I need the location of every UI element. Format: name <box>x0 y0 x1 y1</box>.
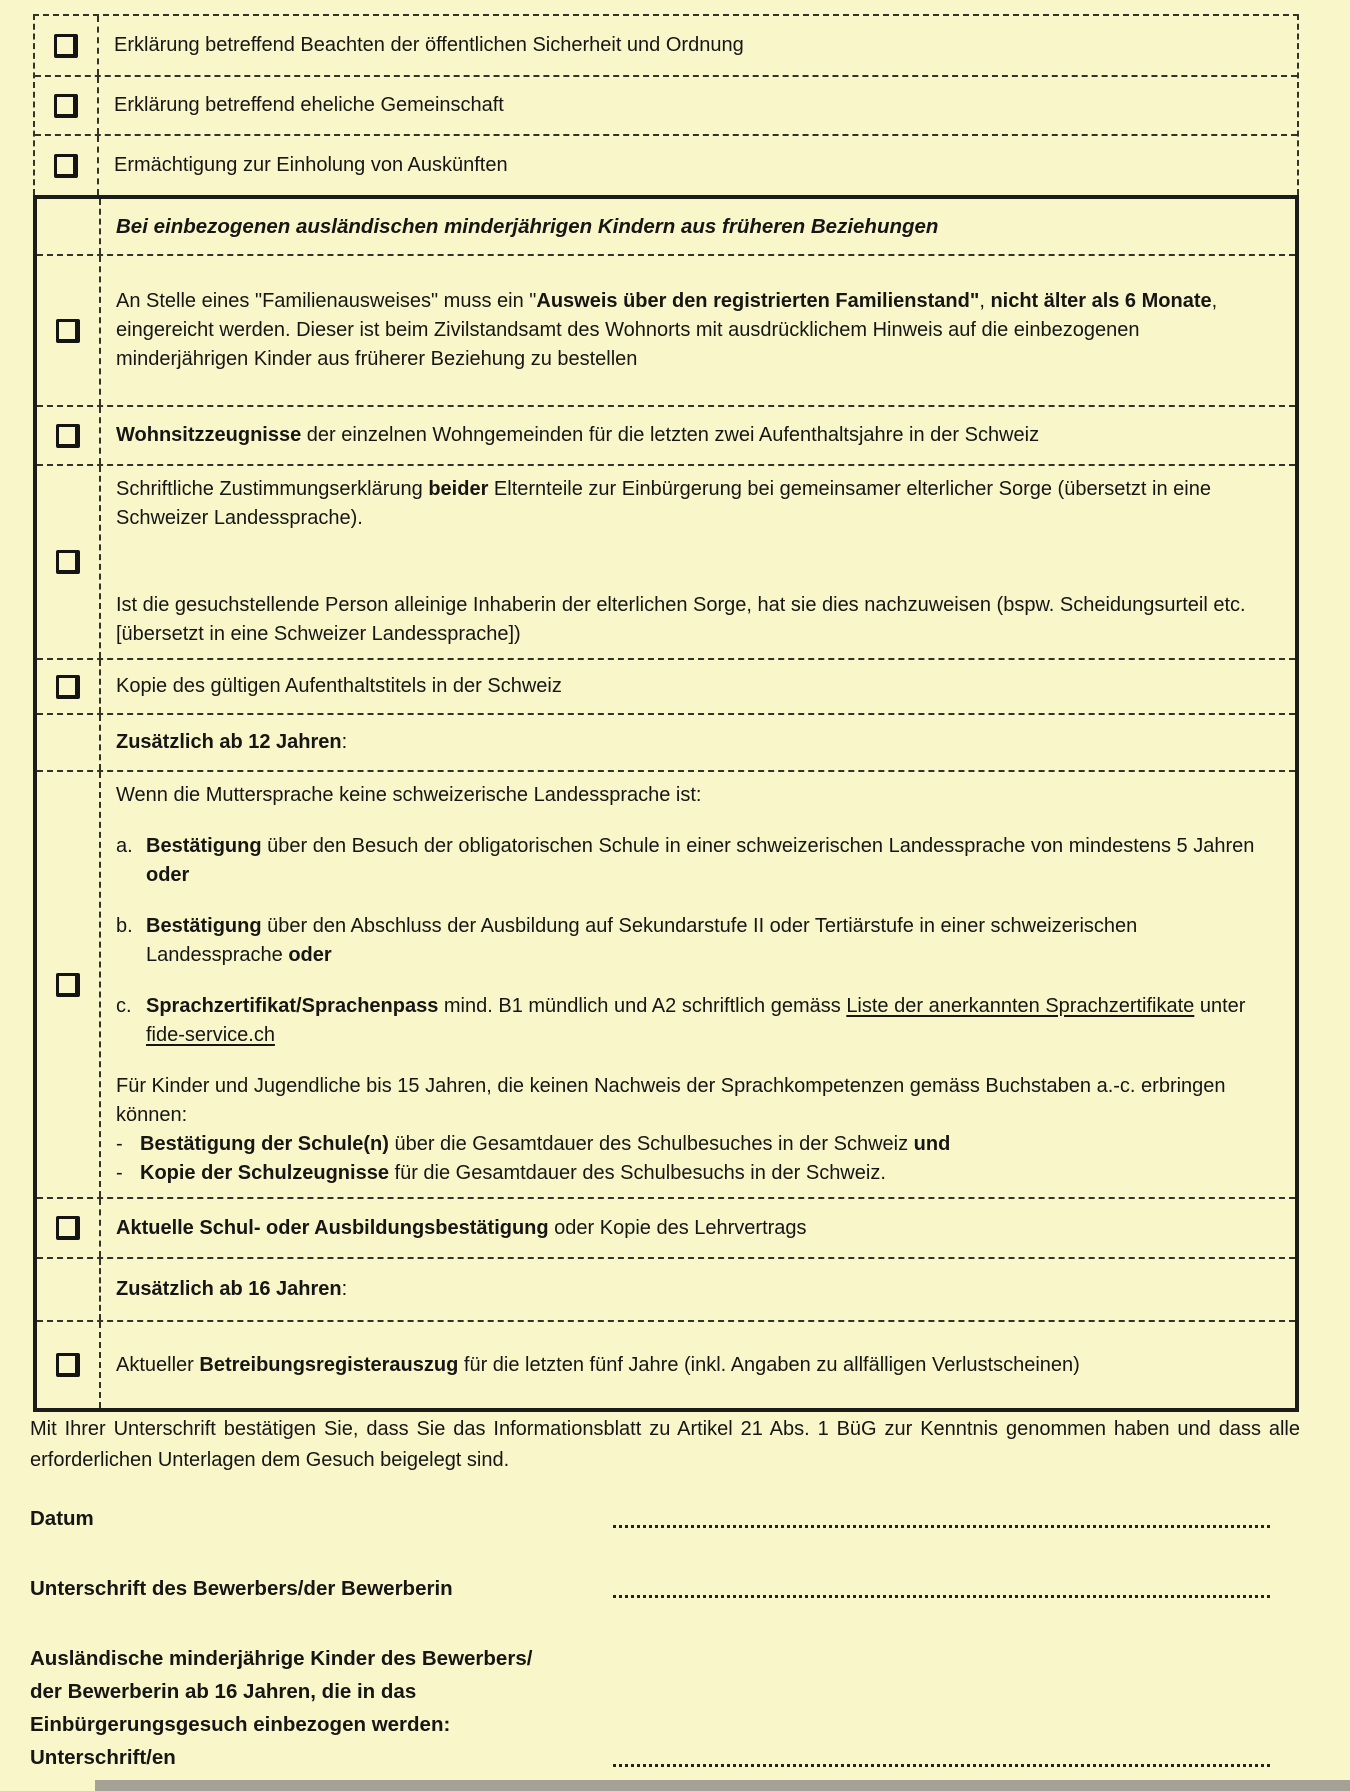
paragraph <box>116 832 1275 890</box>
checkbox-cell <box>37 1322 101 1408</box>
checkbox-betreibungsregisterauszug[interactable] <box>56 1353 80 1377</box>
paragraph <box>116 421 1275 450</box>
paragraph <box>116 1130 1275 1159</box>
paragraph <box>116 912 1275 970</box>
text-segment: für die letzten fünf Jahre (inkl. Angaben zu allfälligen Verlustscheinen) <box>458 1353 1080 1376</box>
checkbox-cell <box>37 199 101 254</box>
paragraph <box>116 1214 1275 1243</box>
paragraph <box>116 1351 1275 1380</box>
text-segment: oder <box>146 864 190 886</box>
checkbox-cell <box>37 1199 101 1257</box>
checkbox-ermaechtigung-auskuenfte[interactable] <box>54 154 78 178</box>
text-segment: unter <box>1194 995 1246 1017</box>
list-marker: c. <box>116 995 132 1017</box>
row-aufenthaltstitel <box>37 658 1295 713</box>
signature-line[interactable] <box>613 1595 1270 1598</box>
row-text <box>101 1199 1295 1257</box>
signature-field-label <box>30 1572 613 1605</box>
checklist-table-upper <box>33 14 1299 195</box>
checklist-table-children-section <box>33 195 1299 1412</box>
row-text <box>101 660 1295 713</box>
signature-field-datum <box>30 1502 1270 1535</box>
checkbox-ausweis-familienstand[interactable] <box>56 319 80 343</box>
text-segment: : <box>341 731 348 753</box>
text-segment: Kopie der Schulzeugnisse <box>140 1162 389 1184</box>
text-segment: Bestätigung <box>146 835 262 857</box>
paragraph <box>116 287 1275 374</box>
paragraph <box>114 91 1277 120</box>
label-line: Einbürgerungsgesuch einbezogen werden: <box>30 1713 451 1736</box>
paragraph <box>116 475 1275 533</box>
row-text <box>101 466 1295 658</box>
row-text <box>101 772 1295 1197</box>
row-zustimmungserklaerung <box>37 464 1295 658</box>
row-text <box>101 256 1295 405</box>
signature-field-label <box>30 1642 613 1774</box>
signature-field-label <box>30 1502 613 1535</box>
row-zusaetzlich-ab-12 <box>37 713 1295 770</box>
text-segment: nicht älter als 6 Monate <box>990 290 1212 312</box>
checkbox-cell <box>37 772 101 1197</box>
row-ermaechtigung-auskuenfte <box>35 134 1297 195</box>
list-marker: - <box>116 1133 123 1155</box>
row-text <box>101 407 1295 464</box>
signature-field-unterschrift-bewerber <box>30 1572 1270 1605</box>
text-segment: Ermächtigung zur Einholung von Auskünften <box>114 154 508 176</box>
row-erklaerung-sicherheit <box>35 16 1297 75</box>
list-marker: - <box>116 1162 123 1184</box>
text-segment: oder Kopie des Lehrvertrags <box>548 1216 807 1239</box>
label-line: Ausländische minderjährige Kinder des Bewerbers/ <box>30 1647 533 1670</box>
text-segment: Ist die gesuchstellende Person alleinige Inhaberin der elterlichen Sorge, hat sie dies nachzuweisen (bspw. Scheidungsurteil etc. [übersetzt in eine Schweizer Landessprache]) <box>116 594 1246 645</box>
text-segment: beider <box>428 478 489 500</box>
paragraph <box>114 31 1277 60</box>
confirmation-paragraph: Mit Ihrer Unterschrift bestätigen Sie, dass Sie das Informationsblatt zu Artikel 21 Abs. 1 BüG zur Kenntnis genommen haben und dass alle erforderlichen Unterlagen dem Gesuch beigelegt sind. <box>30 1418 1300 1471</box>
row-sprachnachweis <box>37 770 1295 1197</box>
checkbox-zustimmungserklaerung[interactable] <box>56 550 80 574</box>
text-segment: für die Gesamtdauer des Schulbesuchs in der Schweiz. <box>388 1162 886 1184</box>
signature-field-unterschrift-kinder <box>30 1642 1270 1774</box>
checkbox-cell <box>35 77 99 134</box>
checkbox-schulbestaetigung[interactable] <box>56 1216 80 1240</box>
text-segment: oder <box>288 944 332 966</box>
text-segment: Ausweis über den registrierten Familienstand" <box>536 290 980 312</box>
row-section-header <box>37 199 1295 254</box>
text-segment: An Stelle eines "Familienausweises" muss ein " <box>116 290 537 312</box>
paragraph <box>116 992 1275 1050</box>
paragraph <box>116 728 1275 757</box>
label-line: der Bewerberin ab 16 Jahren, die in das <box>30 1680 417 1703</box>
checkbox-sprachnachweis[interactable] <box>56 973 80 997</box>
text-segment: Zusätzlich ab 16 Jahren <box>116 1278 342 1300</box>
checkbox-cell <box>35 16 99 75</box>
text-segment: Aktueller <box>116 1353 200 1376</box>
paragraph <box>116 672 1275 701</box>
checkbox-cell <box>37 660 101 713</box>
paragraph <box>116 781 1275 810</box>
row-zusaetzlich-ab-16 <box>37 1257 1295 1320</box>
underlined-link[interactable]: Liste der anerkannten Sprachzertifikate <box>846 995 1195 1017</box>
checkbox-erklaerung-eheliche-gemeinschaft[interactable] <box>54 94 78 118</box>
text-segment: Erklärung betreffend Beachten der öffentlichen Sicherheit und Ordnung <box>114 34 744 56</box>
text-segment: Bei einbezogenen ausländischen minderjährigen Kindern aus früheren Beziehungen <box>116 215 939 238</box>
text-segment: der einzelnen Wohngemeinden für die letzten zwei Aufenthaltsjahre in der Schweiz <box>301 424 1040 446</box>
paragraph <box>116 1275 1275 1304</box>
text-segment: über den Abschluss der Ausbildung auf Sekundarstufe II oder Tertiärstufe in einer schweizerischen Landessprache <box>146 915 1138 966</box>
text-segment: über den Besuch der obligatorischen Schule in einer schweizerischen Landessprache von mindestens 5 Jahren <box>261 835 1255 857</box>
scan-artifact-bar <box>95 1780 1350 1791</box>
paragraph <box>116 212 1275 241</box>
row-text <box>101 715 1295 770</box>
paragraph <box>116 1159 1275 1188</box>
label-line: Unterschrift des Bewerbers/der Bewerberin <box>30 1577 453 1600</box>
signature-line[interactable] <box>613 1525 1270 1528</box>
label-line: Unterschrift/en <box>30 1746 176 1769</box>
checkbox-cell <box>37 1259 101 1320</box>
row-ausweis-familienstand <box>37 254 1295 405</box>
paragraph <box>114 151 1277 180</box>
text-segment: , eingereicht werden. Dieser ist beim Zivilstandsamt des Wohnorts mit ausdrücklichem Hinweis auf die einbezogenen minderjährigen Kinder aus früherer Beziehung zu bestellen <box>116 290 1218 370</box>
row-text <box>99 136 1297 195</box>
signature-line[interactable] <box>613 1764 1270 1767</box>
row-text <box>99 77 1297 134</box>
text-segment: Elternteile zur Einbürgerung bei gemeinsamer elterlicher Sorge (übersetzt in eine Schweizer Landessprache). <box>116 478 1211 529</box>
text-segment: Zusätzlich ab 12 Jahren <box>116 731 342 753</box>
text-segment: Für Kinder und Jugendliche bis 15 Jahren, die keinen Nachweis der Sprachkompetenzen gemäss Buchstaben a.-c. erbringen können: <box>116 1075 1226 1126</box>
text-segment: Wohnsitzzeugnisse <box>116 424 302 446</box>
list-marker: b. <box>116 915 133 937</box>
checkbox-cell <box>37 407 101 464</box>
text-segment: über die Gesamtdauer des Schulbesuches in der Schweiz <box>388 1133 914 1155</box>
signature-fields <box>30 1502 1300 1774</box>
checkbox-aufenthaltstitel[interactable] <box>56 675 80 699</box>
text-segment: Bestätigung <box>146 915 262 937</box>
row-betreibungsregisterauszug <box>37 1320 1295 1408</box>
text-segment: Erklärung betreffend eheliche Gemeinschaft <box>114 94 504 116</box>
checkbox-wohnsitzzeugnisse[interactable] <box>56 424 80 448</box>
row-schulbestaetigung <box>37 1197 1295 1257</box>
underlined-link[interactable]: fide-service.ch <box>146 1024 275 1046</box>
text-segment: Schriftliche Zustimmungserklärung <box>116 478 429 500</box>
checkbox-erklaerung-sicherheit[interactable] <box>54 34 78 58</box>
row-text <box>101 1259 1295 1320</box>
checkbox-cell <box>37 256 101 405</box>
text-segment: Kopie des gültigen Aufenthaltstitels in der Schweiz <box>116 675 562 697</box>
paragraph <box>116 1072 1275 1130</box>
text-segment: : <box>341 1278 348 1300</box>
row-text <box>99 16 1297 75</box>
text-segment: mind. B1 mündlich und A2 schriftlich gemäss <box>438 995 847 1017</box>
checkbox-cell <box>35 136 99 195</box>
row-erklaerung-eheliche-gemeinschaft <box>35 75 1297 134</box>
row-text <box>101 199 1295 254</box>
text-segment: Betreibungsregisterauszug <box>199 1353 459 1376</box>
checkbox-cell <box>37 715 101 770</box>
checklist <box>33 14 1299 1412</box>
checkbox-cell <box>37 466 101 658</box>
row-wohnsitzzeugnisse <box>37 405 1295 464</box>
text-segment: Wenn die Muttersprache keine schweizerische Landessprache ist: <box>116 784 702 806</box>
signature-section <box>30 1414 1300 1774</box>
row-text <box>101 1322 1295 1408</box>
text-segment: Bestätigung der Schule(n) <box>140 1133 389 1155</box>
text-segment: Aktuelle Schul- oder Ausbildungsbestätigung <box>116 1216 549 1239</box>
text-segment: , <box>979 290 991 312</box>
list-marker: a. <box>116 835 133 857</box>
label-line: Datum <box>30 1507 94 1530</box>
paragraph <box>116 591 1275 649</box>
text-segment: und <box>913 1133 951 1155</box>
text-segment: Sprachzertifikat/Sprachenpass <box>146 995 439 1017</box>
